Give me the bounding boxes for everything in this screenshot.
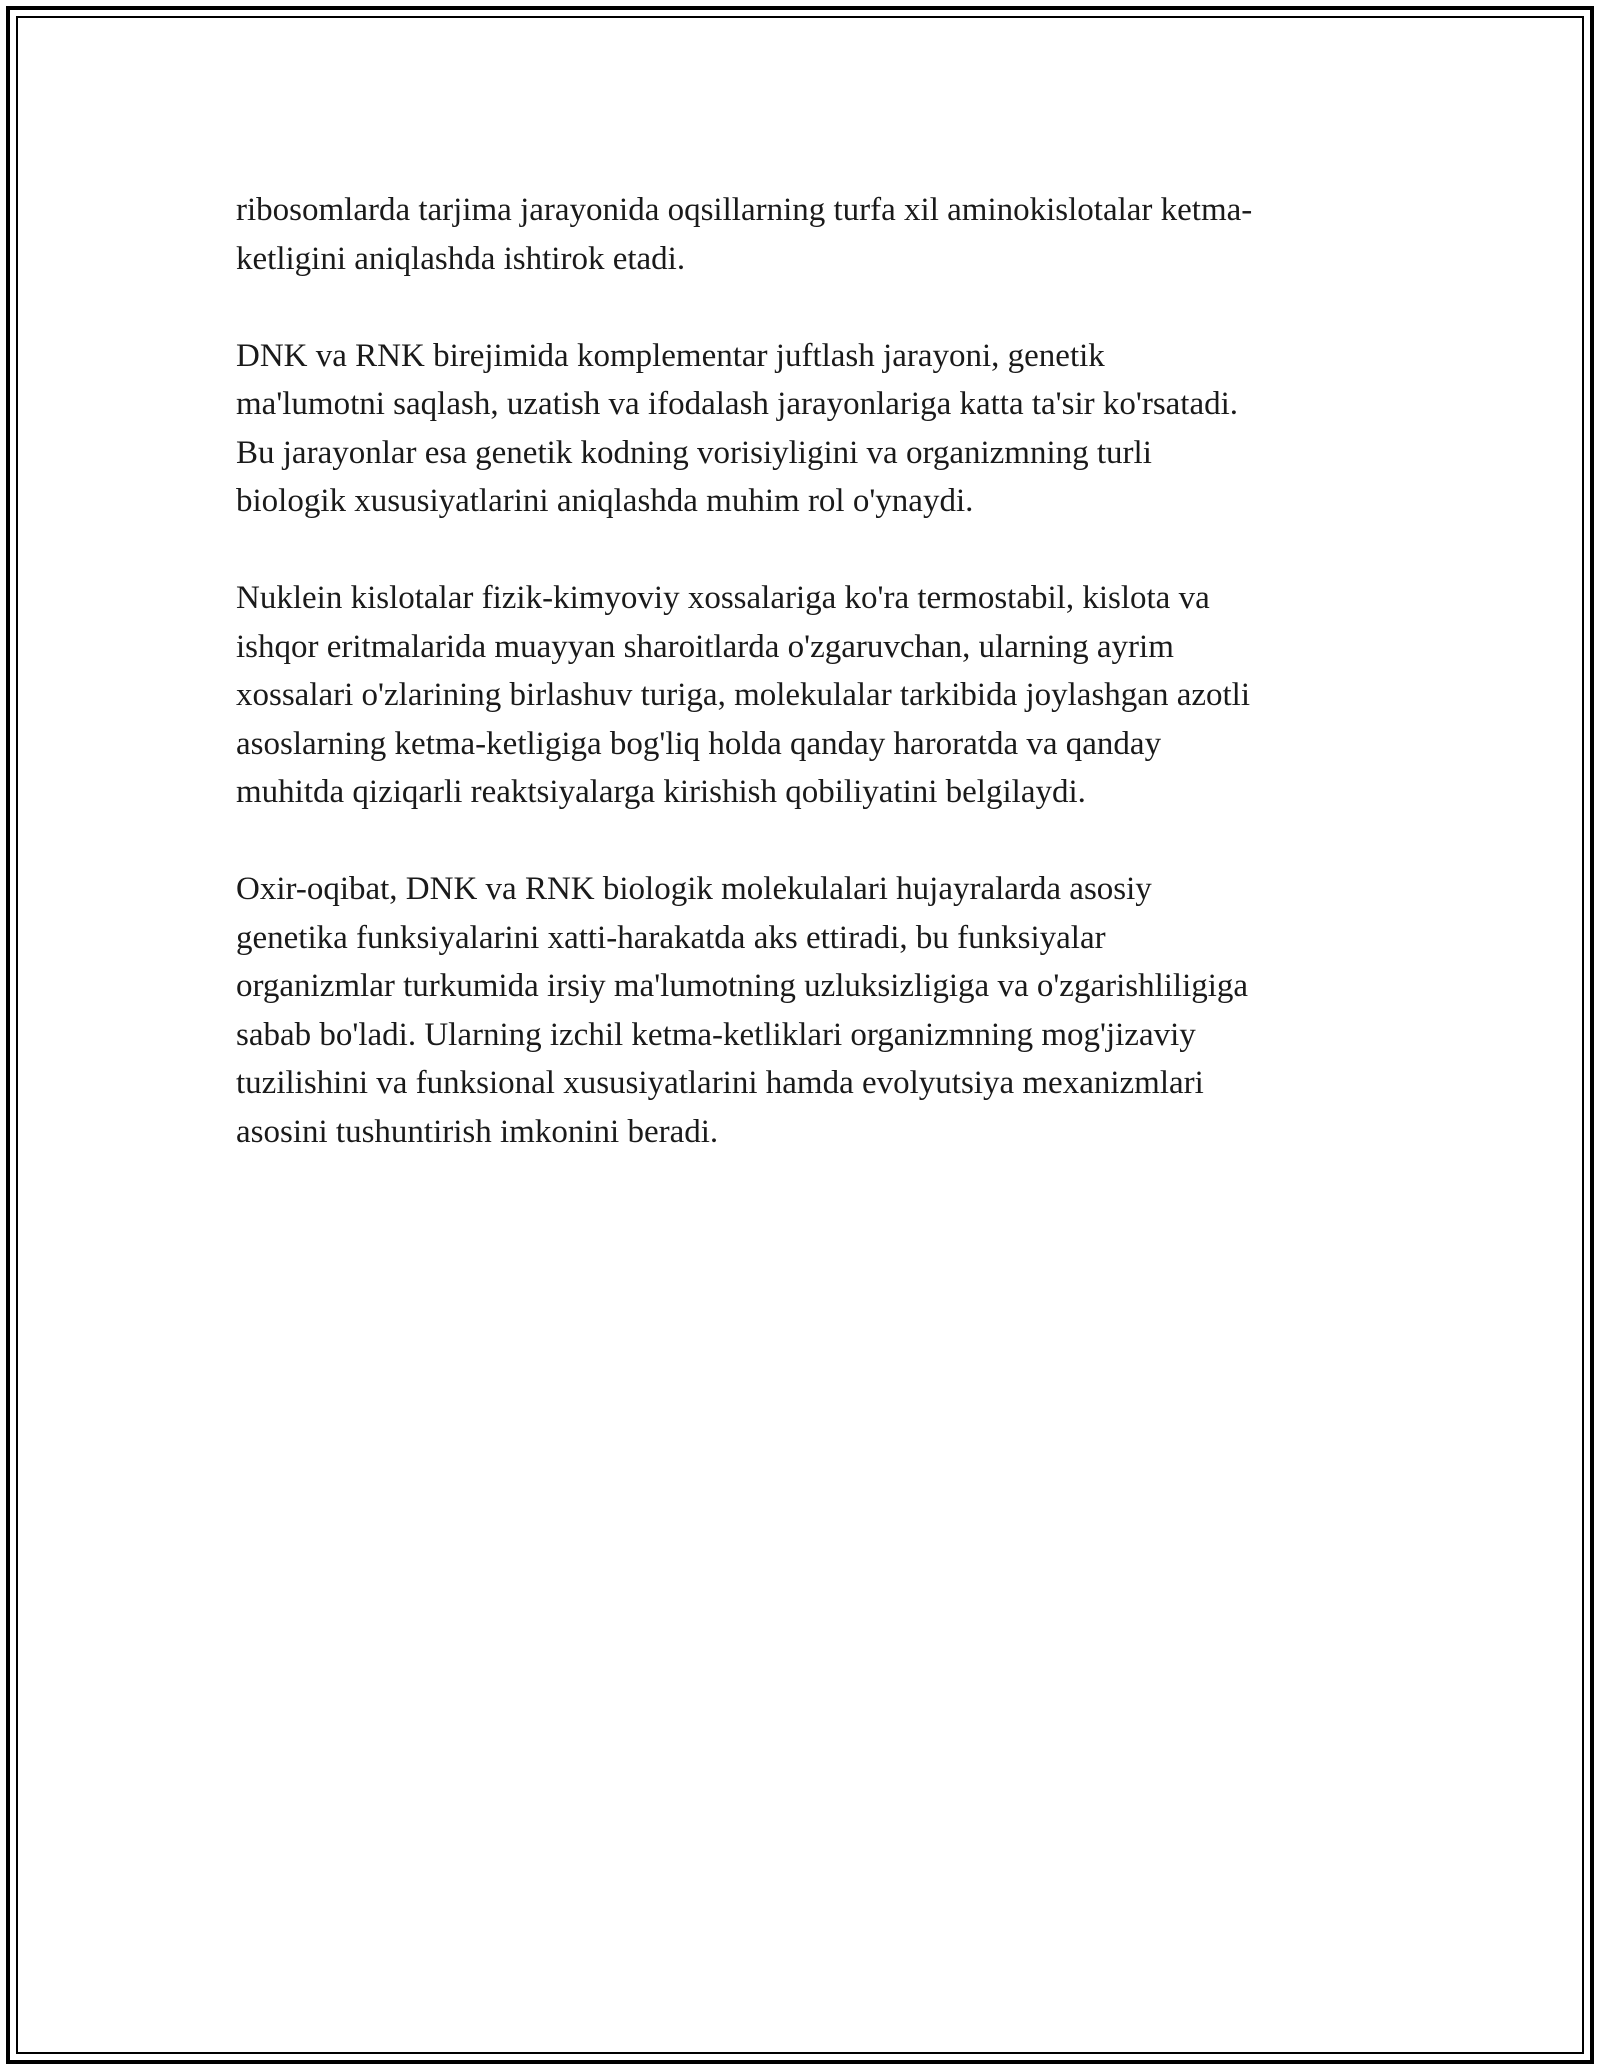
text-line: genetika funksiyalarini xatti-harakatda aks ettiradi, bu funksiyalar	[236, 919, 1106, 956]
text-line: muhitda qiziqarli reaktsiyalarga kirishish qobiliyatini belgilaydi.	[236, 774, 1086, 810]
text-line: ishqor eritmalarida muayyan sharoitlarda o'zgaruvchan, ularning ayrim	[236, 628, 1174, 665]
text-line: tuzilishini va funksional xususiyatlarini hamda evolyutsiya mexanizmlari	[236, 1065, 1204, 1101]
text-line: DNK va RNK birejimida komplementar juftlash jarayoni, genetik	[236, 337, 1105, 374]
text-line: ketligini aniqlashda ishtirok etadi.	[236, 240, 686, 277]
text-line: Oxir-oqibat, DNK va RNK biologik molekulalari hujayralarda asosiy	[236, 871, 1152, 907]
paragraph	[236, 574, 1386, 817]
text-line: asoslarning ketma-ketligiga bog'liq holda qanday haroratda va qanday	[236, 725, 1162, 762]
text-line: organizmlar turkumida irsiy ma'lumotning uzluksizligiga va o'zgarishliligiga	[236, 968, 1249, 1004]
text-line: sabab bo'ladi. Ularning izchil ketma-ketliklari organizmning mog'jizaviy	[236, 1016, 1196, 1053]
text-line: Bu jarayonlar esa genetik kodning vorisiyligini va organizmning turli	[236, 434, 1152, 471]
text-line: ma'lumotni saqlash, uzatish va ifodalash jarayonlariga katta ta'sir ko'rsatadi.	[236, 386, 1239, 422]
text-line: ribosomlarda tarjima jarayonida oqsillarning turfa xil aminokislotalar ketma-	[236, 192, 1253, 228]
text-line: Nuklein kislotalar fizik-kimyoviy xossalariga ko'ra termostabil, kislota va	[236, 580, 1210, 616]
text-line: asosini tushuntirish imkonini beradi.	[236, 1113, 719, 1150]
text-line: xossalari o'zlarining birlashuv turiga, molekulalar tarkibida joylashgan azotli	[236, 677, 1250, 713]
paragraph	[236, 332, 1386, 526]
document-body	[236, 186, 1386, 1205]
paragraph	[236, 186, 1386, 283]
text-line: biologik xususiyatlarini aniqlashda muhim rol o'ynaydi.	[236, 483, 974, 519]
paragraph	[236, 865, 1386, 1156]
